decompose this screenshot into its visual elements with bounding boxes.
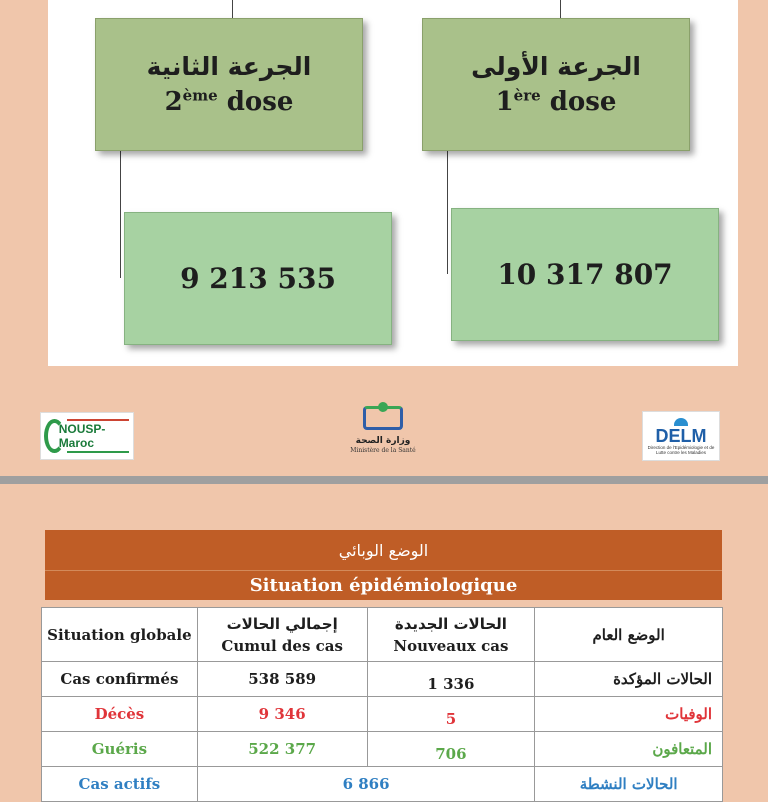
delm-logo-text: DELM [655,425,707,446]
first-dose-sup: ère [513,86,541,105]
second-dose-label-box [95,18,363,151]
ministry-logo [350,402,416,472]
second-dose-label-fr [165,87,294,117]
header-nouveaux-ar: الحالات الجديدة [394,614,507,633]
connector-line [560,0,561,18]
table-row [42,697,723,732]
row-cumul: 522 377 [197,732,367,767]
header-cumul [197,608,367,662]
row-label-fr: Guéris [42,732,198,767]
ministry-name-fr: Ministère de la Santé [350,447,416,454]
ministry-name-ar: وزارة الصحة [355,436,411,446]
table-header-row [42,608,723,662]
row-label-ar: المتعافون [535,732,723,767]
delm-logo-subtext: Direction de l'Epidémiologie et de Lutte contre les Maladies [647,444,715,455]
table-row [42,767,723,802]
first-dose-label-fr [496,87,617,117]
second-dose-sup: ème [182,86,218,105]
row-new: 706 [367,732,535,767]
header-cumul-ar: إجمالي الحالات [226,614,338,633]
situation-title-ar: الوضع الوبائي [45,530,722,570]
vaccination-panel [48,0,738,366]
header-nouveaux [367,608,535,662]
nousp-logo-text: NOUSP-Maroc [58,422,106,450]
second-dose-num: 2 [164,87,183,117]
connector-line [120,150,121,278]
second-dose-value: 9 213 535 [124,212,392,345]
delm-logo [642,411,720,461]
row-cumul: 9 346 [197,697,367,732]
row-label-fr: Décès [42,697,198,732]
ministry-emblem-icon [357,402,409,434]
logo-stripe [67,419,129,421]
row-cumul: 538 589 [197,662,367,697]
header-cumul-fr: Cumul des cas [221,636,343,655]
connector-line [447,150,448,274]
header-nouveaux-fr: Nouveaux cas [393,636,509,655]
first-dose-num: 1 [495,87,514,117]
nousp-logo [40,412,134,460]
page-separator [0,476,768,484]
row-new: 1 336 [367,662,535,697]
header-situation-globale: Situation globale [42,608,198,662]
first-dose-word: dose [540,87,617,117]
first-dose-label-ar: الجرعة الأولى [471,52,641,81]
row-active-value: 6 866 [197,767,534,802]
table-row [42,662,723,697]
row-label-fr: Cas actifs [42,767,198,802]
row-label-ar: الحالات النشطة [535,767,723,802]
situation-title-fr: Situation épidémiologique [45,570,722,600]
second-dose-label-ar: الجرعة الثانية [146,52,312,81]
header-situation-ar: الوضع العام [535,608,723,662]
second-dose-word: dose [217,87,294,117]
delm-person-icon [674,418,688,426]
logo-stripe [67,451,129,453]
row-label-ar: الوفيات [535,697,723,732]
row-label-ar: الحالات المؤكدة [535,662,723,697]
row-label-fr: Cas confirmés [42,662,198,697]
epidemiological-table [41,607,723,802]
connector-line [232,0,233,18]
row-new: 5 [367,697,535,732]
first-dose-value: 10 317 807 [451,208,719,341]
first-dose-label-box [422,18,690,151]
table-row [42,732,723,767]
